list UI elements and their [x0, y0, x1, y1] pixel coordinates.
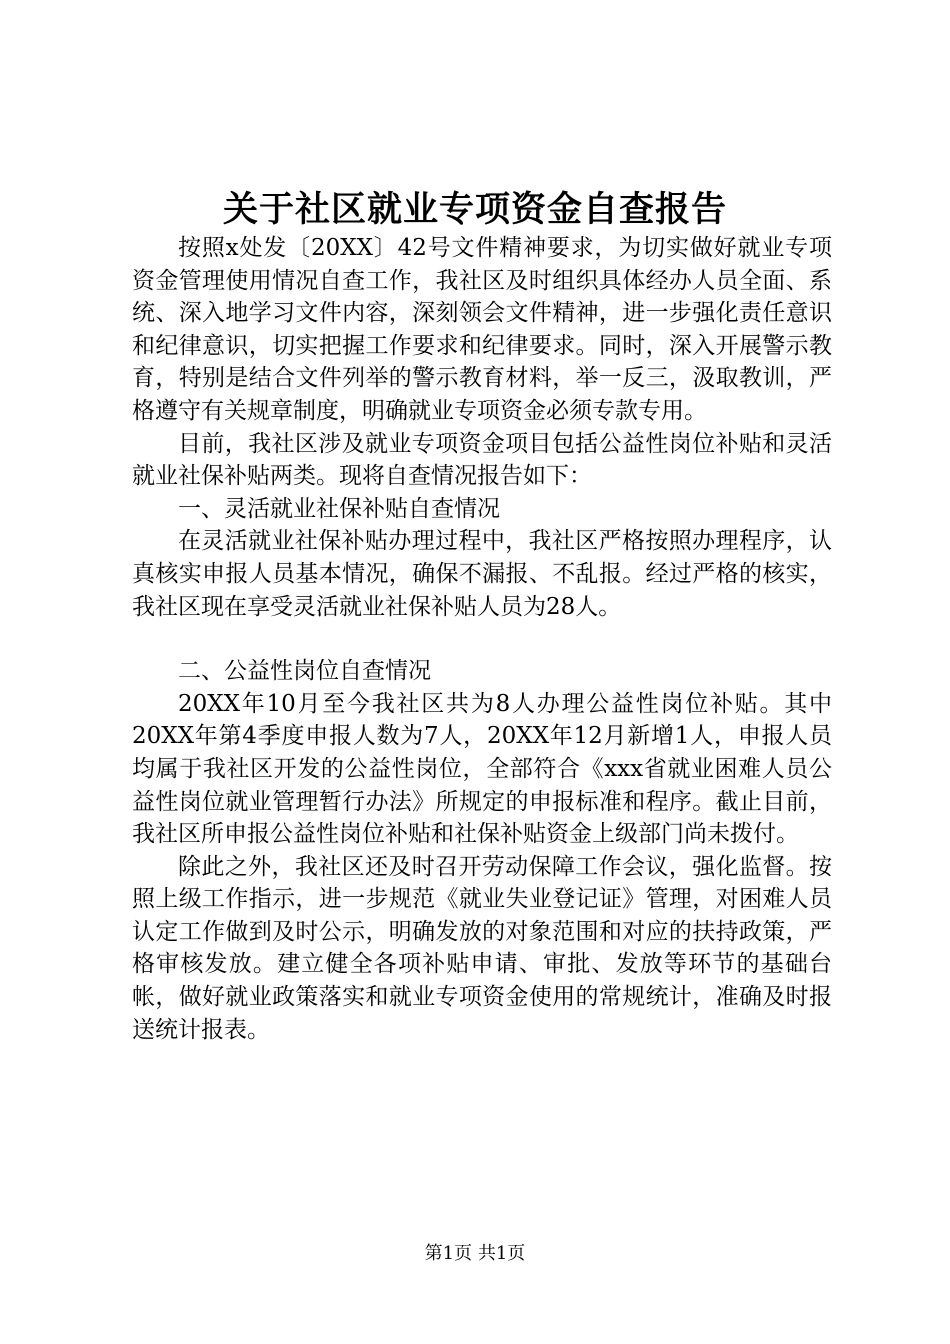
document-title: 关于社区就业专项资金自查报告 — [222, 189, 727, 230]
document-body — [132, 232, 832, 1046]
paragraph-overview: 目前，我社区涉及就业专项资金项目包括公益性岗位补贴和灵活就业社保补贴两类。现将自查情况报告如下： — [132, 430, 832, 490]
section-heading-flexible-employment: 一、灵活就业社保补贴自查情况 — [178, 495, 500, 522]
paragraph-additional-measures: 除此之外，我社区还及时召开劳动保障工作会议，强化监督。按照上级工作指示，进一步规范《就业失业登记证》管理，对困难人员认定工作做到及时公示，明确发放的对象范围和对应的扶持政策，严格审核发放。建立健全各项补贴申请、审批、发放等环节的基础台帐，做好就业政策落实和就业专项资金使用的常规统计，准确及时报送统计报表。 — [132, 853, 832, 1043]
paragraph-public-welfare-posts: 20XX年10月至今我社区共为8人办理公益性岗位补贴。其中20XX年第4季度申报人数为7人，20XX年12月新增1人，申报人员均属于我社区开发的公益性岗位，全部符合《xxx省就业困难人员公益性岗位就业管理暂行办法》所规定的申报标准和程序。截止目前，我社区所申报公益性岗位补贴和社保补贴资金上级部门尚未拨付。 — [132, 690, 832, 848]
section-heading-public-welfare-posts: 二、公益性岗位自查情况 — [178, 658, 431, 685]
blank-line — [132, 623, 832, 655]
page-footer: 第1页 共1页 — [424, 1243, 526, 1264]
paragraph-flexible-employment: 在灵活就业社保补贴办理过程中，我社区严格按照办理程序，认真核实申报人员基本情况，确保不漏报、不乱报。经过严格的核实，我社区现在享受灵活就业社保补贴人员为28人。 — [132, 528, 832, 620]
paragraph-intro: 按照x处发〔20XX〕42号文件精神要求，为切实做好就业专项资金管理使用情况自查工作，我社区及时组织具体经办人员全面、系统、深入地学习文件内容，深刻领会文件精神，进一步强化责任意识和纪律意识，切实把握工作要求和纪律要求。同时，深入开展警示教育，特别是结合文件列举的警示教育材料，举一反三，汲取教训，严格遵守有关规章制度，明确就业专项资金必须专款专用。 — [132, 235, 832, 424]
